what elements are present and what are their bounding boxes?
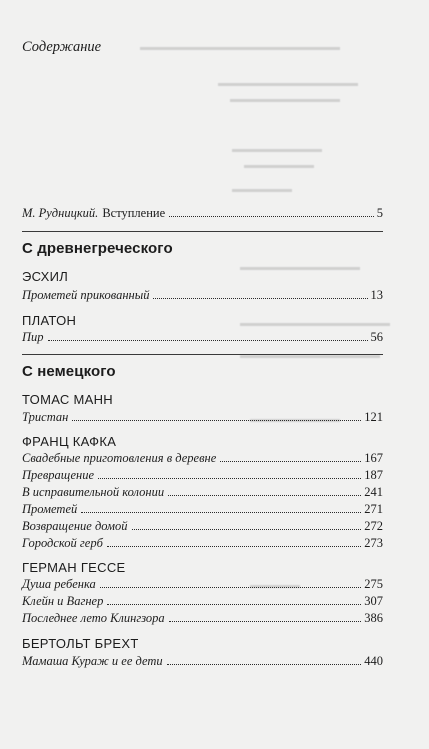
page-number: 5 xyxy=(376,206,383,220)
section-title: С немецкого xyxy=(22,363,116,380)
bleed-through-text: ▬▬▬▬▬▬▬▬▬▬▬▬ xyxy=(240,262,360,273)
bleed-through-text: ▬▬▬▬▬▬▬▬▬▬▬ xyxy=(230,94,340,105)
divider xyxy=(22,354,383,355)
section-title: С древнегреческого xyxy=(22,240,173,257)
dot-leader xyxy=(132,528,362,530)
dot-leader xyxy=(169,620,362,622)
toc-entry[interactable] xyxy=(22,450,383,466)
dot-leader xyxy=(81,511,361,513)
toc-entry[interactable] xyxy=(22,484,383,500)
author-name: ЭСХИЛ xyxy=(22,269,69,284)
dot-leader xyxy=(167,663,362,665)
entry-title: Свадебные приготовления в деревне xyxy=(22,451,217,465)
bleed-through-text: ▬▬▬▬▬▬▬▬▬▬▬▬▬▬ xyxy=(218,78,358,89)
dot-leader xyxy=(168,494,361,496)
bleed-through-text: ▬▬▬▬▬▬ xyxy=(232,184,292,195)
bleed-through-text: ▬▬▬▬▬▬▬▬▬ xyxy=(250,414,340,425)
page-number: 440 xyxy=(364,654,383,668)
bleed-through-text: ▬▬▬▬▬▬▬ xyxy=(244,160,314,171)
author-name: ГЕРМАН ГЕССЕ xyxy=(22,560,126,575)
bleed-through-text: ▬▬▬▬▬ xyxy=(250,580,300,591)
author-name: ТОМАС МАНН xyxy=(22,392,113,407)
dot-leader xyxy=(220,460,361,462)
dot-leader xyxy=(169,215,374,217)
toc-entry[interactable] xyxy=(22,329,383,345)
divider xyxy=(22,231,383,232)
toc-entry[interactable] xyxy=(22,593,383,609)
intro-title-text: Вступление xyxy=(102,206,166,220)
page-number: 167 xyxy=(364,451,383,465)
page-heading: Содержание xyxy=(22,39,102,55)
page-number: 273 xyxy=(364,536,383,550)
toc-entry[interactable] xyxy=(22,518,383,534)
toc-entry[interactable] xyxy=(22,501,383,517)
dot-leader xyxy=(98,477,361,479)
entry-title: Тристан xyxy=(22,410,69,424)
dot-leader xyxy=(100,586,361,588)
page-number: 241 xyxy=(364,485,383,499)
page-number: 307 xyxy=(364,594,383,608)
toc-entry[interactable] xyxy=(22,409,383,425)
entry-title: Прометей xyxy=(22,502,78,516)
dot-leader xyxy=(72,419,361,421)
dot-leader xyxy=(153,297,367,299)
entry-title: Пир xyxy=(22,330,44,344)
intro-title xyxy=(22,205,165,221)
page-number: 56 xyxy=(370,330,383,344)
author-name: ПЛАТОН xyxy=(22,313,77,328)
entry-title: Прометей прикованный xyxy=(22,288,150,302)
entry-title: Клейн и Вагнер xyxy=(22,594,104,608)
entry-title: В исправительной колонии xyxy=(22,485,165,499)
toc-entry-intro[interactable] xyxy=(22,205,383,221)
bleed-through-text: ▬▬▬▬▬▬▬▬▬▬▬▬▬▬▬ xyxy=(240,318,390,329)
author-name: БЕРТОЛЬТ БРЕХТ xyxy=(22,636,139,651)
page-number: 121 xyxy=(364,410,383,424)
entry-title: Последнее лето Клингзора xyxy=(22,611,165,625)
toc-entry[interactable] xyxy=(22,535,383,551)
page-number: 275 xyxy=(364,577,383,591)
toc-entry[interactable] xyxy=(22,287,383,303)
page-number: 271 xyxy=(364,502,383,516)
bleed-through-text: ▬▬▬▬▬▬▬▬▬ xyxy=(232,144,322,155)
entry-title: Превращение xyxy=(22,468,95,482)
toc-entry[interactable] xyxy=(22,610,383,626)
bleed-through-text: ▬▬▬▬▬▬▬▬▬▬▬▬▬▬▬▬▬▬▬▬ xyxy=(140,42,340,53)
entry-title: Возвращение домой xyxy=(22,519,128,533)
page-number: 386 xyxy=(364,611,383,625)
intro-author: М. Рудницкий. xyxy=(22,206,99,220)
page-number: 272 xyxy=(364,519,383,533)
dot-leader xyxy=(48,339,368,341)
entry-title: Мамаша Кураж и ее дети xyxy=(22,654,163,668)
author-name: ФРАНЦ КАФКА xyxy=(22,434,117,449)
dot-leader xyxy=(107,545,361,547)
entry-title: Душа ребенка xyxy=(22,577,96,591)
page-number: 13 xyxy=(370,288,383,302)
bleed-through-text: ▬▬▬▬▬▬▬▬▬▬▬▬▬▬ xyxy=(240,350,380,361)
toc-entry[interactable] xyxy=(22,653,383,669)
toc-entry[interactable] xyxy=(22,467,383,483)
page-number: 187 xyxy=(364,468,383,482)
entry-title: Городской герб xyxy=(22,536,103,550)
toc-entry[interactable] xyxy=(22,576,383,592)
dot-leader xyxy=(107,603,361,605)
